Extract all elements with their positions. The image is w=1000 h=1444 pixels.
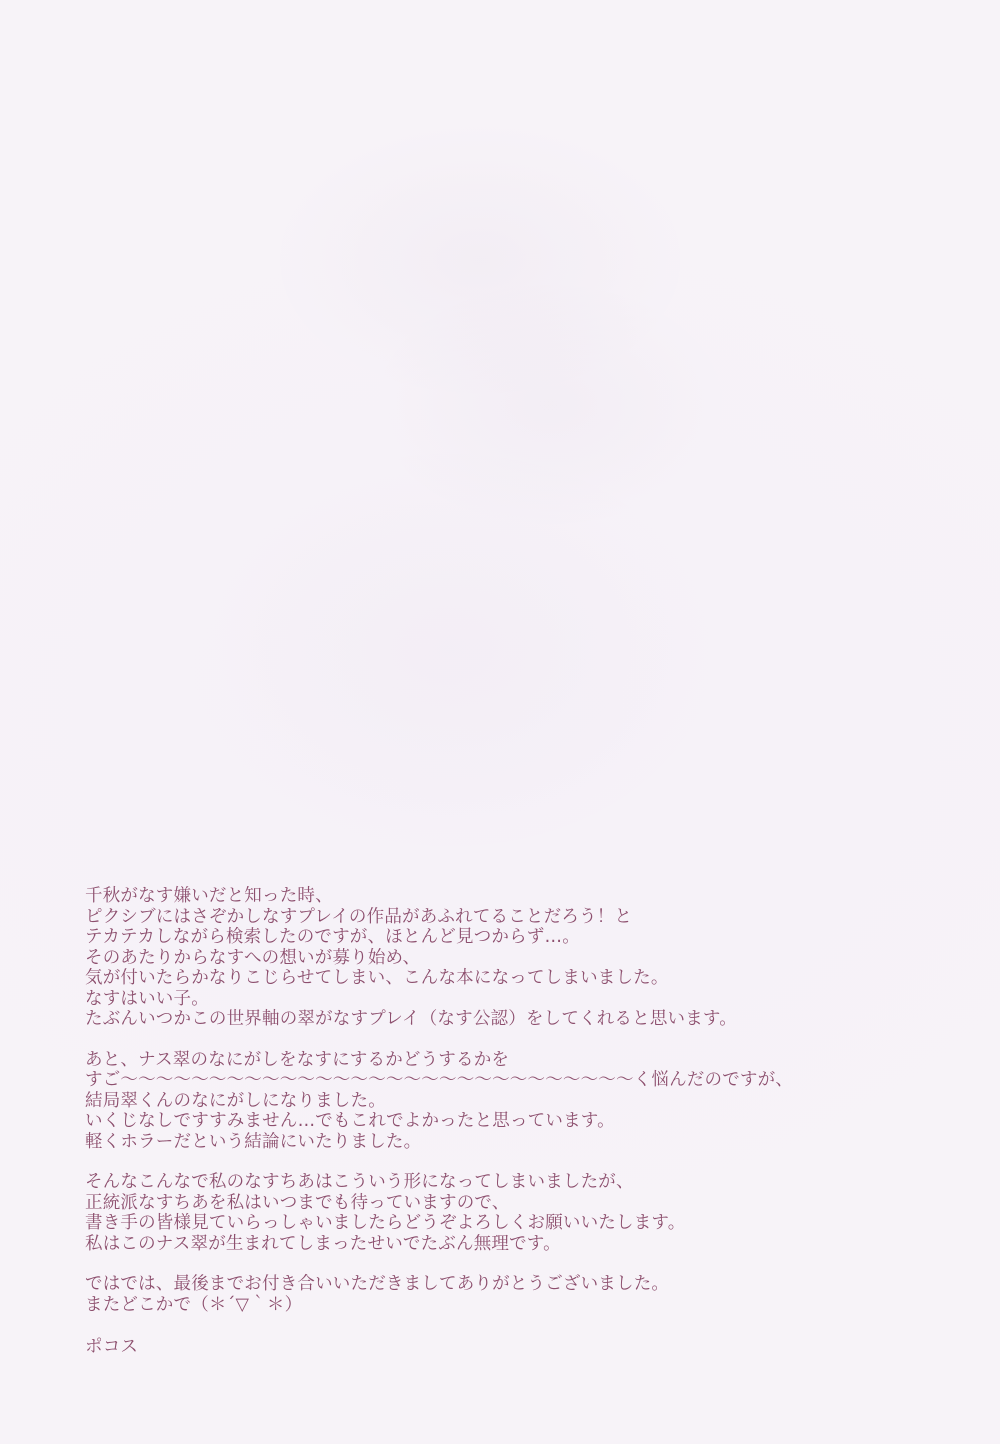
text-line: 気が付いたらかなりこじらせてしまい、こんな本になってしまいました。 <box>85 968 669 988</box>
afterword-paragraph-2 <box>85 1050 945 1153</box>
text-line: 正統派なすちあを私はいつまでも待っていますので、 <box>85 1192 510 1213</box>
text-line: そのあたりからなすへの想いが募り始め、 <box>85 947 421 968</box>
text-line: そんなこんなで私のなすちあはこういう形になってしまいましたが、 <box>85 1172 634 1192</box>
author-signature: ポコス <box>85 1337 139 1357</box>
text-line: テカテカしながら検索したのですが、ほとんど見つからず…。 <box>85 927 580 947</box>
afterword-text-block <box>85 886 945 1378</box>
text-line: 書き手の皆様見ていらっしゃいましたらどうぞよろしくお願いいたします。 <box>85 1213 686 1233</box>
text-line: すご〜〜〜〜〜〜〜〜〜〜〜〜〜〜〜〜〜〜〜〜〜〜〜〜〜〜〜〜〜く悩んだのですが、 <box>85 1070 793 1090</box>
text-line: たぶんいつかこの世界軸の翠がなすプレイ（なす公認）をしてくれると思います。 <box>85 1009 737 1029</box>
text-line: なすはいい子。 <box>85 988 209 1009</box>
text-line: 結局翠くんのなにがしになりました。 <box>85 1090 386 1111</box>
text-line: ではでは、最後までお付き合いいただきましてありがとうございました。 <box>85 1274 670 1294</box>
text-line: またどこかで（＊´▽｀＊） <box>85 1294 303 1315</box>
afterword-paragraph-4 <box>85 1274 945 1315</box>
text-line: 千秋がなす嫌いだと知った時、 <box>85 886 333 906</box>
text-line: ピクシブにはさぞかしなすプレイの作品があふれてることだろう！と <box>85 906 633 927</box>
afterword-paragraph-1 <box>85 886 945 1030</box>
text-line: いくじなしですすみません…でもこれでよかったと思っています。 <box>85 1111 615 1131</box>
text-line: 私はこのナス翠が生まれてしまったせいでたぶん無理です。 <box>85 1233 561 1254</box>
text-line: 軽くホラーだという結論にいたりました。 <box>85 1131 422 1152</box>
text-line: あと、ナス翠のなにがしをなすにするかどうするかを <box>85 1049 510 1070</box>
afterword-paragraph-3 <box>85 1172 945 1254</box>
